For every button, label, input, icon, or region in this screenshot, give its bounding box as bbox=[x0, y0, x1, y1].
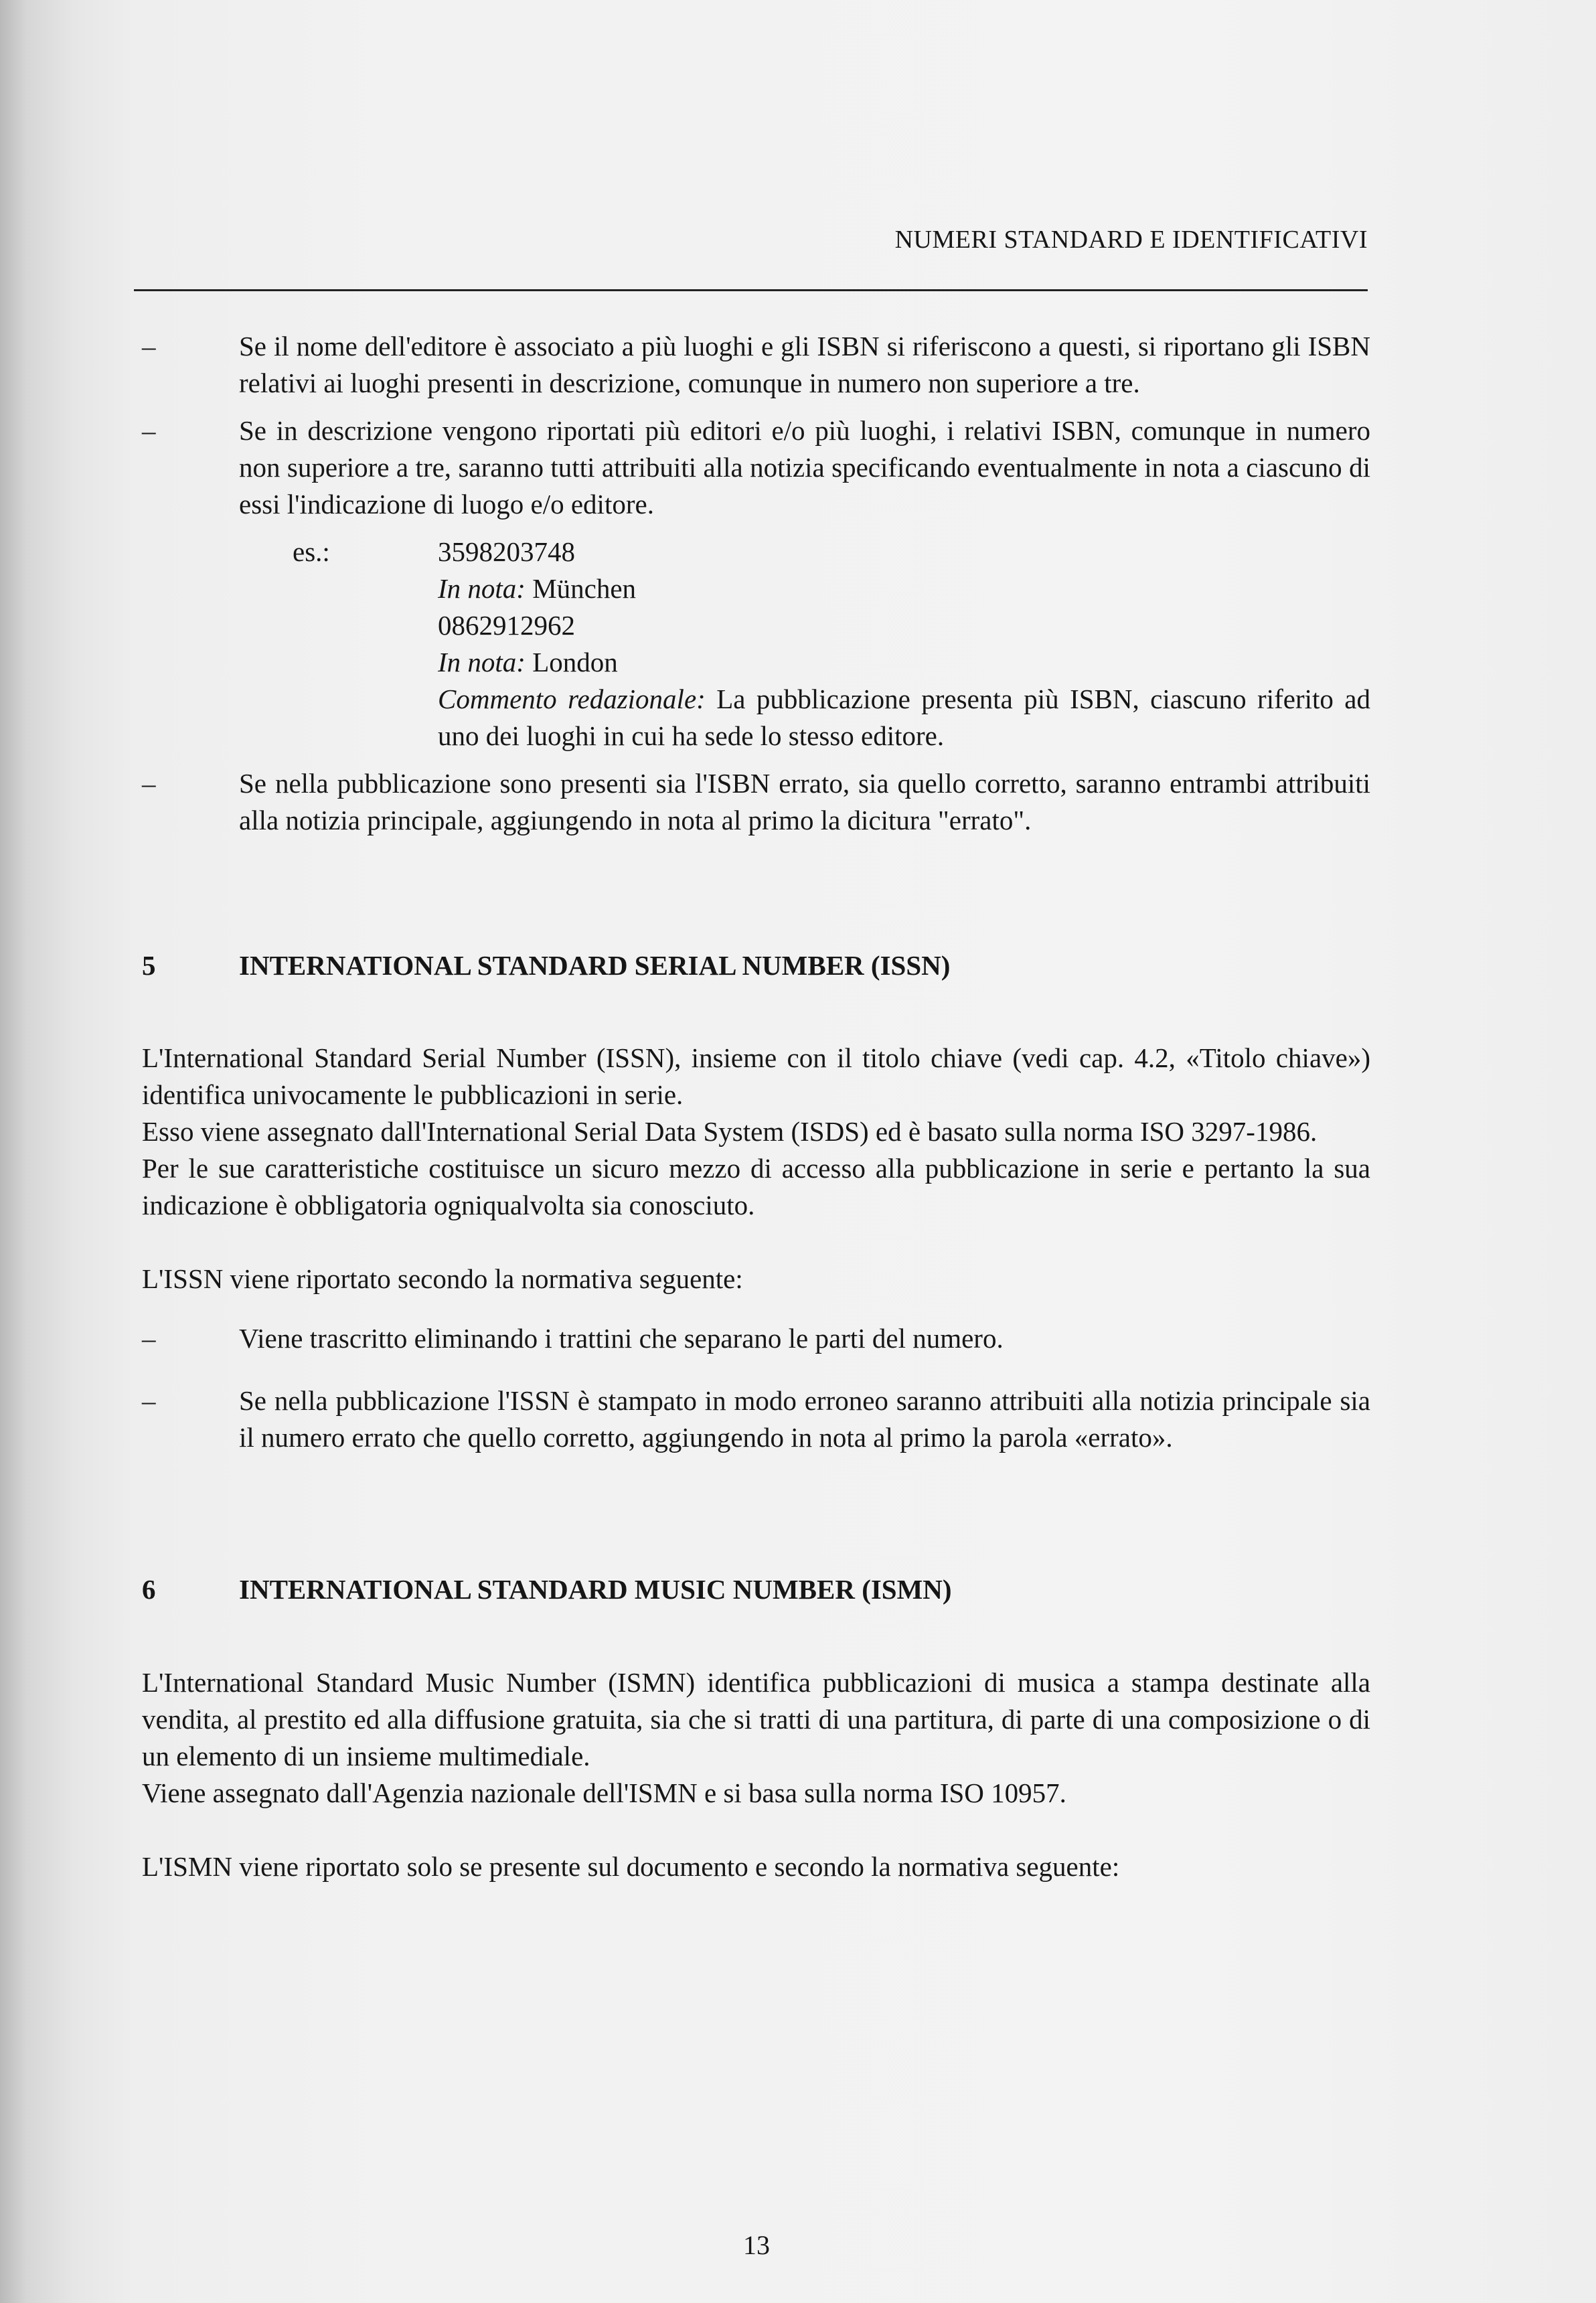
paragraph: Per le sue caratteristiche costituisce un sicuro mezzo di accesso alla pubblicazione in serie e pertanto la sua indicazione è obbligatoria ogniqualvolta sia conosciuto. bbox=[142, 1153, 1370, 1220]
section-number: 5 bbox=[142, 950, 156, 981]
paragraph: L'ISSN viene riportato secondo la normativa seguente: bbox=[142, 1263, 743, 1294]
section-title: INTERNATIONAL STANDARD SERIAL NUMBER (ISSN) bbox=[239, 950, 951, 981]
note-value: London bbox=[532, 647, 618, 678]
running-header: NUMERI STANDARD E IDENTIFICATIVI bbox=[894, 226, 1368, 254]
list-item-text: Se il nome dell'editore è associato a più luoghi e gli ISBN si riferiscono a questi, si riportano gli ISBN relativi ai luoghi presenti in descrizione, comunque in numero non superiore a tre. bbox=[239, 331, 1370, 398]
list-item bbox=[142, 328, 1370, 402]
dash-bullet: – bbox=[142, 415, 156, 446]
list-item bbox=[142, 412, 1370, 523]
paragraph: L'International Standard Music Number (ISMN) identifica pubblicazioni di musica a stampa destinate alla vendita, al prestito ed alla diffusione gratuita, sia che si tratti di una partitura, di parte di una composizione o di un elemento di un insieme multimediale. bbox=[142, 1667, 1370, 1771]
section-number: 6 bbox=[142, 1574, 156, 1605]
list-item-text: Se in descrizione vengono riportati più editori e/o più luoghi, i relativi ISBN, comunque in numero non superiore a tre, saranno tutti attribuiti alla notizia specificando eventualmente in nota a ciascuno di essi l'indicazione di luogo e/o editore. bbox=[239, 415, 1370, 520]
list-item-text: Se nella pubblicazione l'ISSN è stampato in modo erroneo saranno attribuiti alla notizia principale sia il numero errato che quello corretto, aggiungendo in nota al primo la parola «errato». bbox=[239, 1385, 1370, 1453]
paragraph: L'ISMN viene riportato solo se presente sul documento e secondo la normativa seguente: bbox=[142, 1851, 1120, 1882]
comment-text: La pubblicazione presenta più ISBN, ciascuno riferito ad uno dei luoghi in cui ha sede lo stesso editore. bbox=[438, 684, 1370, 751]
page-number: 13 bbox=[743, 2230, 770, 2260]
dash-bullet: – bbox=[142, 1323, 156, 1354]
list-item bbox=[142, 1320, 1370, 1357]
note-label: In nota: bbox=[438, 647, 526, 678]
page-body bbox=[142, 328, 1370, 1885]
example-isbn: 0862912962 bbox=[438, 610, 575, 641]
section-heading bbox=[142, 947, 1370, 984]
dash-bullet: – bbox=[142, 768, 156, 799]
note-label: In nota: bbox=[438, 573, 526, 604]
header-rule bbox=[134, 289, 1368, 291]
note-value: München bbox=[532, 573, 637, 604]
example-comment bbox=[438, 681, 1370, 755]
paragraph: Esso viene assegnato dall'International Serial Data System (ISDS) ed è basato sulla norma ISO 3297-1986. bbox=[142, 1116, 1318, 1147]
list-item-text: Viene trascritto eliminando i trattini che separano le parti del numero. bbox=[239, 1323, 1004, 1354]
list-item bbox=[142, 1382, 1370, 1456]
example-note bbox=[438, 570, 1370, 607]
list-item bbox=[142, 765, 1370, 839]
isbn-example bbox=[239, 534, 1370, 755]
example-label: es.: bbox=[293, 536, 330, 567]
section-title: INTERNATIONAL STANDARD MUSIC NUMBER (ISMN) bbox=[239, 1574, 952, 1605]
paragraph: Viene assegnato dall'Agenzia nazionale dell'ISMN e si basa sulla norma ISO 10957. bbox=[142, 1777, 1066, 1808]
example-isbn: 3598203748 bbox=[438, 536, 575, 567]
list-item-text: Se nella pubblicazione sono presenti sia l'ISBN errato, sia quello corretto, saranno entrambi attribuiti alla notizia principale, aggiungendo in nota al primo la dicitura "errato". bbox=[239, 768, 1370, 836]
dash-bullet: – bbox=[142, 1385, 156, 1416]
paragraph: L'International Standard Serial Number (ISSN), insieme con il titolo chiave (vedi cap. 4.2, «Titolo chiave») identifica univocamente le pubblicazioni in serie. bbox=[142, 1042, 1370, 1110]
comment-label: Commento redazionale: bbox=[438, 684, 706, 714]
example-note bbox=[438, 644, 1370, 681]
section-heading bbox=[142, 1571, 1370, 1608]
dash-bullet: – bbox=[142, 331, 156, 362]
